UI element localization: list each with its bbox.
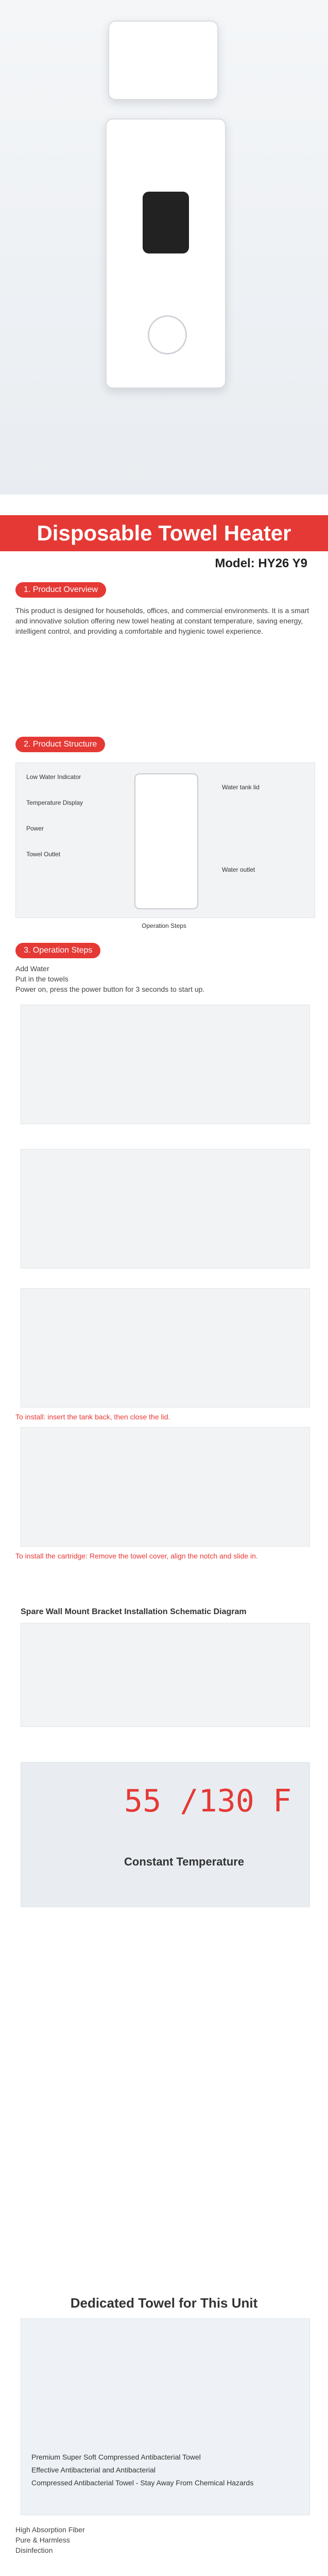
step-image-2 [21, 1149, 310, 1268]
hero-section [0, 0, 328, 495]
step-install-cartridge: To install the cartridge: Remove the towel cover, align the notch and slide in. [15, 1552, 258, 1560]
operation-label: Operation Steps [142, 922, 186, 929]
step-install-tank: To install: insert the tank back, then close the lid. [15, 1413, 170, 1421]
step-2: Put in the towels [15, 975, 68, 983]
label-towel-outlet: Towel Outlet [26, 851, 61, 858]
temp-display: 55 /130 F [124, 1783, 292, 1819]
towel-features-list [15, 2524, 314, 2555]
structure-diagram [15, 762, 315, 918]
section-pill-structure [15, 737, 105, 752]
label-water-outlet: Water outlet [222, 866, 255, 873]
label-water-tank-lid: Water tank lid [222, 784, 260, 791]
step-image-4 [21, 1427, 310, 1547]
label-temp-display: Temperature Display [26, 799, 83, 806]
section-label: 3. Operation Steps [24, 946, 93, 955]
towel-feature-4: High Absorption Fiber [15, 2526, 85, 2534]
section-label: 1. Product Overview [24, 585, 98, 594]
model-label: Model: HY26 Y9 [215, 556, 307, 570]
towel-image [21, 2318, 310, 2515]
display-panel [143, 192, 189, 253]
towel-feature-1: Premium Super Soft Compressed Antibacterial Towel [31, 2453, 201, 2461]
dedicated-title: Dedicated Towel for This Unit [70, 2295, 258, 2311]
label-low-water: Low Water Indicator [26, 773, 81, 781]
heater-unit [106, 118, 226, 388]
banner-title: Disposable Towel Heater [37, 521, 291, 545]
steps-list [15, 963, 314, 994]
install-title: Spare Wall Mount Bracket Installation Schematic Diagram [21, 1607, 247, 1616]
step-1: Add Water [15, 964, 49, 973]
section-pill-operation [15, 943, 100, 958]
title-banner [0, 515, 328, 551]
temp-display-image [21, 1762, 310, 1907]
towel-feature-3: Compressed Antibacterial Towel - Stay Away From Chemical Hazards [31, 2479, 254, 2487]
section-label: 2. Product Structure [24, 740, 97, 749]
section-pill-overview [15, 582, 106, 598]
step-image-3 [21, 1288, 310, 1408]
towel-feature-6: Disinfection [15, 2546, 53, 2554]
label-power: Power [26, 825, 44, 832]
structure-device [134, 773, 198, 909]
overview-text: This product is designed for households, offices, and commercial environments. It is a smart and innovative solution offering new towel heating at constant temperature, saving energy, intelligent control, and providing a comfortable and hygienic towel experience. [15, 606, 309, 635]
step-image-1 [21, 1005, 310, 1124]
wall-mount-heater-top [108, 21, 218, 100]
temp-caption: Constant Temperature [124, 1855, 245, 1868]
towel-feature-2: Effective Antibacterial and Antibacterial [31, 2466, 156, 2474]
install-diagram [21, 1623, 310, 1727]
towel-feature-5: Pure & Harmless [15, 2536, 70, 2544]
step-3: Power on, press the power button for 3 seconds to start up. [15, 985, 205, 993]
towel-outlet [148, 315, 187, 354]
